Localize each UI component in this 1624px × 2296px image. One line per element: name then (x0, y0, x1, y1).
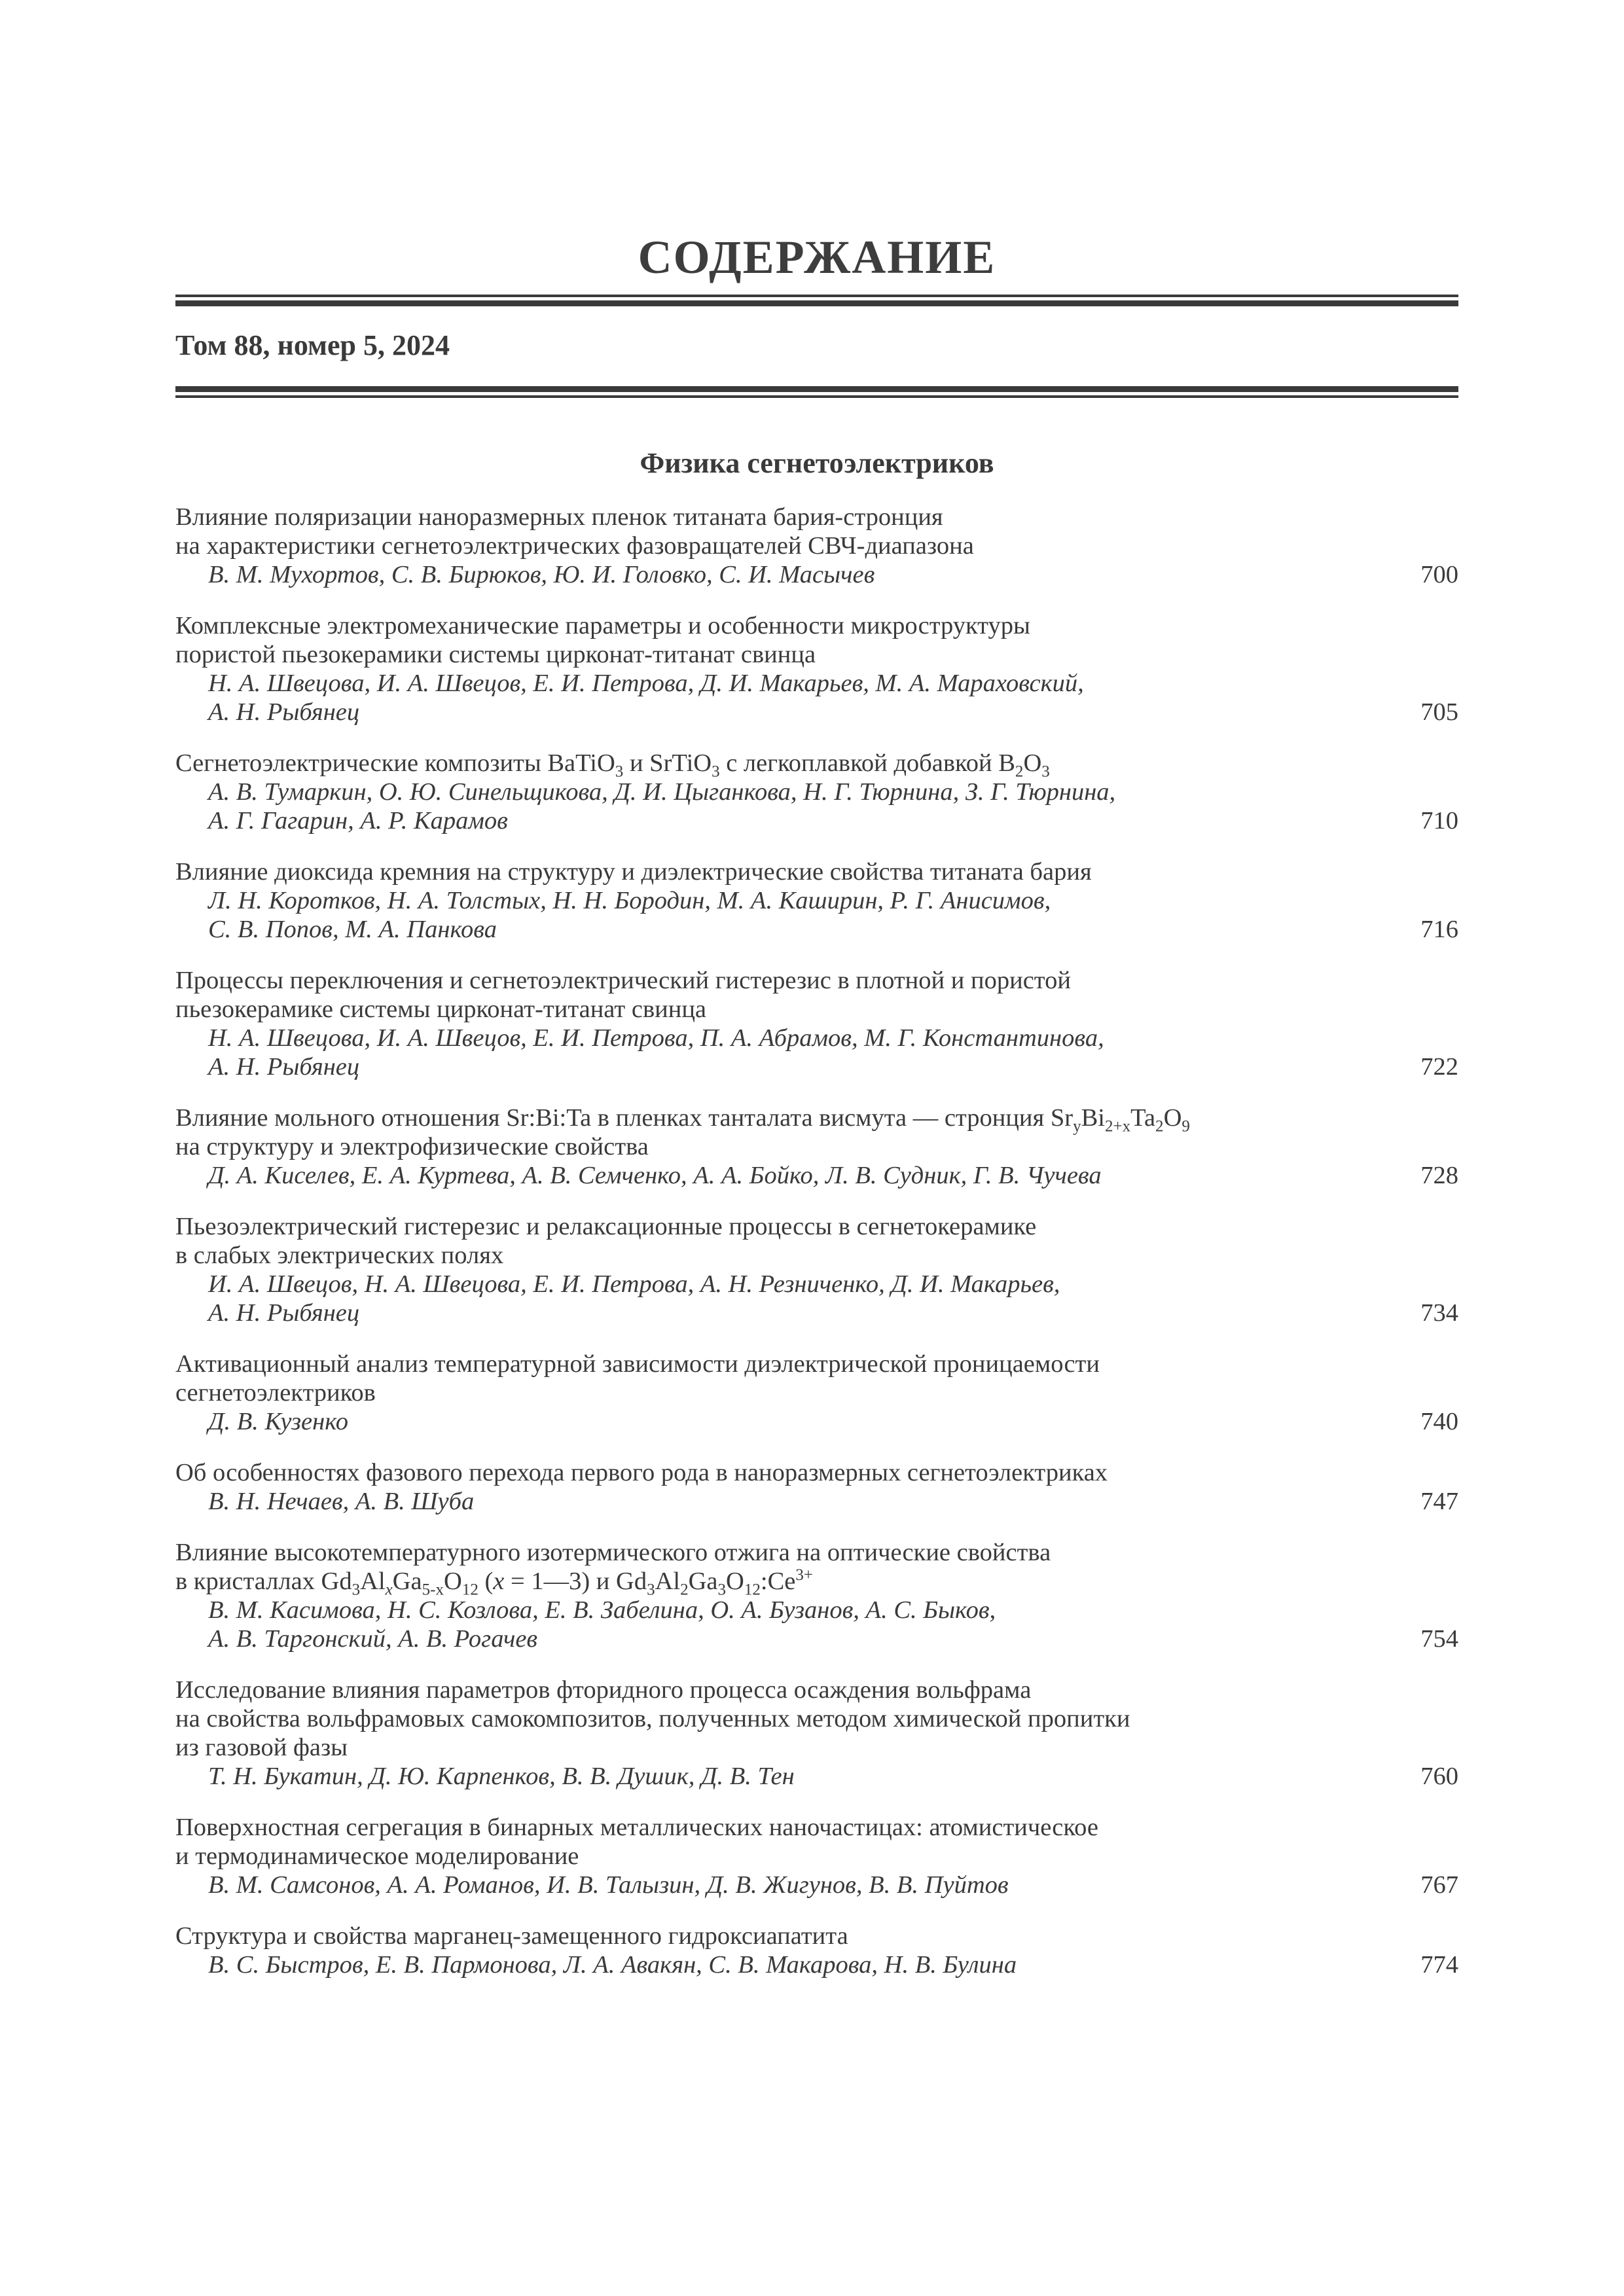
entry-title-line: Комплексные электромеханические параметры и особенности микроструктуры (175, 612, 1030, 639)
entry-page-number: 760 (1420, 1763, 1458, 1790)
toc-entry[interactable] (175, 1212, 1458, 1327)
entry-authors: В. М. Самсонов, А. А. Романов, И. В. Талызин, Д. В. Жигунов, В. В. Пуйтов (208, 1871, 1009, 1899)
entry-authors: И. А. Швецов, Н. А. Швецова, Е. И. Петрова, А. Н. Резниченко, Д. И. Макарьев, (208, 1270, 1060, 1298)
header-rule-top (175, 295, 1458, 306)
entry-authors: А. В. Тумаркин, О. Ю. Синельщикова, Д. И. Цыганкова, Н. Г. Тюрнина, З. Г. Тюрнина, (208, 778, 1116, 806)
toc-entry[interactable] (175, 503, 1458, 589)
entry-authors: Н. А. Швецова, И. А. Швецов, Е. И. Петрова, П. А. Абрамов, М. Г. Константинова, (208, 1024, 1104, 1052)
toc-entry[interactable] (175, 1813, 1458, 1899)
section-title: Физика сегнетоэлектриков (640, 447, 994, 479)
entry-title-line: Влияние диоксида кремния на структуру и диэлектрические свойства титаната бария (175, 858, 1092, 886)
entry-title-line: Пьезоэлектрический гистерезис и релаксационные процессы в сегнетокерамике (175, 1213, 1037, 1240)
entry-page-number: 734 (1420, 1299, 1458, 1327)
toc-list (175, 503, 1458, 2001)
entry-authors: В. М. Касимова, Н. С. Козлова, Е. В. Забелина, О. А. Бузанов, А. С. Быков, (208, 1596, 996, 1624)
entry-title-line: Структура и свойства марганец-замещенного гидроксиапатита (175, 1922, 848, 1950)
entry-title-line: на характеристики сегнетоэлектрических фазовращателей СВЧ-диапазона (175, 532, 974, 560)
toc-entry[interactable] (175, 1458, 1458, 1516)
entry-title-line: Сегнетоэлектрические композиты BaTiO$_3$ и SrTiO$_3$ с легкоплавкой добавкой $B_2O_3$ (175, 749, 1050, 781)
entry-authors: А. В. Таргонский, А. В. Рогачев (208, 1625, 538, 1653)
entry-title-line: Влияние поляризации наноразмерных пленок титаната бария-стронция (175, 503, 943, 531)
entry-title-line: пористой пьезокерамики системы цирконат-титанат свинца (175, 641, 816, 668)
entry-title-line: в слабых электрических полях (175, 1242, 504, 1269)
toc-entry[interactable] (175, 1350, 1458, 1436)
entry-title-line: Процессы переключения и сегнетоэлектрический гистерезис в плотной и пористой (175, 967, 1071, 994)
entry-title-line: сегнетоэлектриков (175, 1379, 376, 1407)
entry-page-number: 710 (1420, 807, 1458, 834)
entry-authors: С. В. Попов, М. А. Панкова (208, 916, 497, 943)
entry-authors: Д. В. Кузенко (208, 1408, 349, 1435)
toc-entry[interactable] (175, 1103, 1458, 1190)
entry-page-number: 774 (1420, 1951, 1458, 1979)
entry-title-line: Активационный анализ температурной зависимости диэлектрической проницаемости (175, 1350, 1100, 1378)
entry-authors: А. Н. Рыбянец (208, 698, 360, 726)
entry-title-line: на структуру и электрофизические свойства (175, 1133, 649, 1160)
entry-authors: Т. Н. Букатин, Д. Ю. Карпенков, В. В. Душик, Д. В. Тен (208, 1763, 795, 1790)
entry-title-line: пьезокерамике системы цирконат-титанат свинца (175, 996, 707, 1023)
toc-entry[interactable] (175, 1538, 1458, 1653)
entry-title-line: Влияние высокотемпературного изотермического отжига на оптические свойства (175, 1539, 1051, 1566)
toc-entry[interactable] (175, 1922, 1458, 1979)
toc-entry[interactable] (175, 966, 1458, 1081)
toc-entry[interactable] (175, 749, 1458, 835)
entry-page-number: 740 (1420, 1408, 1458, 1435)
header-rule-bottom (175, 386, 1458, 398)
page-title: СОДЕРЖАНИЕ (638, 231, 996, 283)
entry-authors: В. М. Мухортов, С. В. Бирюков, Ю. И. Головко, С. И. Масычев (208, 561, 875, 588)
entry-authors: Н. А. Швецова, И. А. Швецов, Е. И. Петрова, Д. И. Макарьев, М. А. Мараховский, (208, 670, 1084, 697)
entry-page-number: 705 (1420, 698, 1458, 726)
toc-entry[interactable] (175, 857, 1458, 944)
entry-title-line: на свойства вольфрамовых самокомпозитов, полученных методом химической пропитки (175, 1705, 1130, 1732)
entry-authors: А. Н. Рыбянец (208, 1299, 360, 1327)
entry-page-number: 728 (1420, 1162, 1458, 1189)
entry-title-line: Об особенностях фазового перехода первого рода в наноразмерных сегнетоэлектриках (175, 1459, 1108, 1486)
entry-page-number: 754 (1420, 1625, 1458, 1653)
entry-authors: В. С. Быстров, Е. В. Пармонова, Л. А. Авакян, С. В. Макарова, Н. В. Булина (208, 1951, 1017, 1979)
entry-authors: Д. А. Киселев, Е. А. Куртева, А. В. Семченко, А. А. Бойко, Л. В. Судник, Г. В. Чучева (208, 1162, 1102, 1189)
entry-authors: А. Н. Рыбянец (208, 1053, 360, 1081)
entry-page-number: 767 (1420, 1871, 1458, 1899)
entry-authors: А. Г. Гагарин, А. Р. Карамов (208, 807, 508, 834)
entry-page-number: 700 (1420, 561, 1458, 588)
entry-title-line: из газовой фазы (175, 1734, 348, 1761)
entry-authors: Л. Н. Коротков, Н. А. Толстых, Н. Н. Бородин, М. А. Каширин, Р. Г. Анисимов, (208, 887, 1051, 914)
toc-entry[interactable] (175, 611, 1458, 726)
entry-page-number: 716 (1420, 916, 1458, 943)
entry-authors: В. Н. Нечаев, А. В. Шуба (208, 1488, 475, 1515)
entry-title-line: Исследование влияния параметров фторидного процесса осаждения вольфрама (175, 1676, 1032, 1704)
volume-info: Том 88, номер 5, 2024 (175, 329, 450, 361)
entry-title-line: Влияние мольного отношения Sr:Bi:Ta в пленках танталата висмута — стронция $Sr_yBi_{2+x}Ta_2O_9$ (175, 1104, 1190, 1136)
toc-page (175, 0, 1458, 2296)
entry-title-line: Поверхностная сегрегация в бинарных металлических наночастицах: атомистическое (175, 1814, 1098, 1841)
entry-title-line: в кристаллах $Gd_3Al_xGa_{5-x}O_{12}$ (x = 1—3) и $Gd_3Al_2Ga_3O_{12}:Ce^{3+}$ (175, 1566, 813, 1599)
toc-entry[interactable] (175, 1676, 1458, 1791)
entry-title-line: и термодинамическое моделирование (175, 1842, 579, 1870)
entry-page-number: 722 (1420, 1053, 1458, 1081)
entry-page-number: 747 (1420, 1488, 1458, 1515)
